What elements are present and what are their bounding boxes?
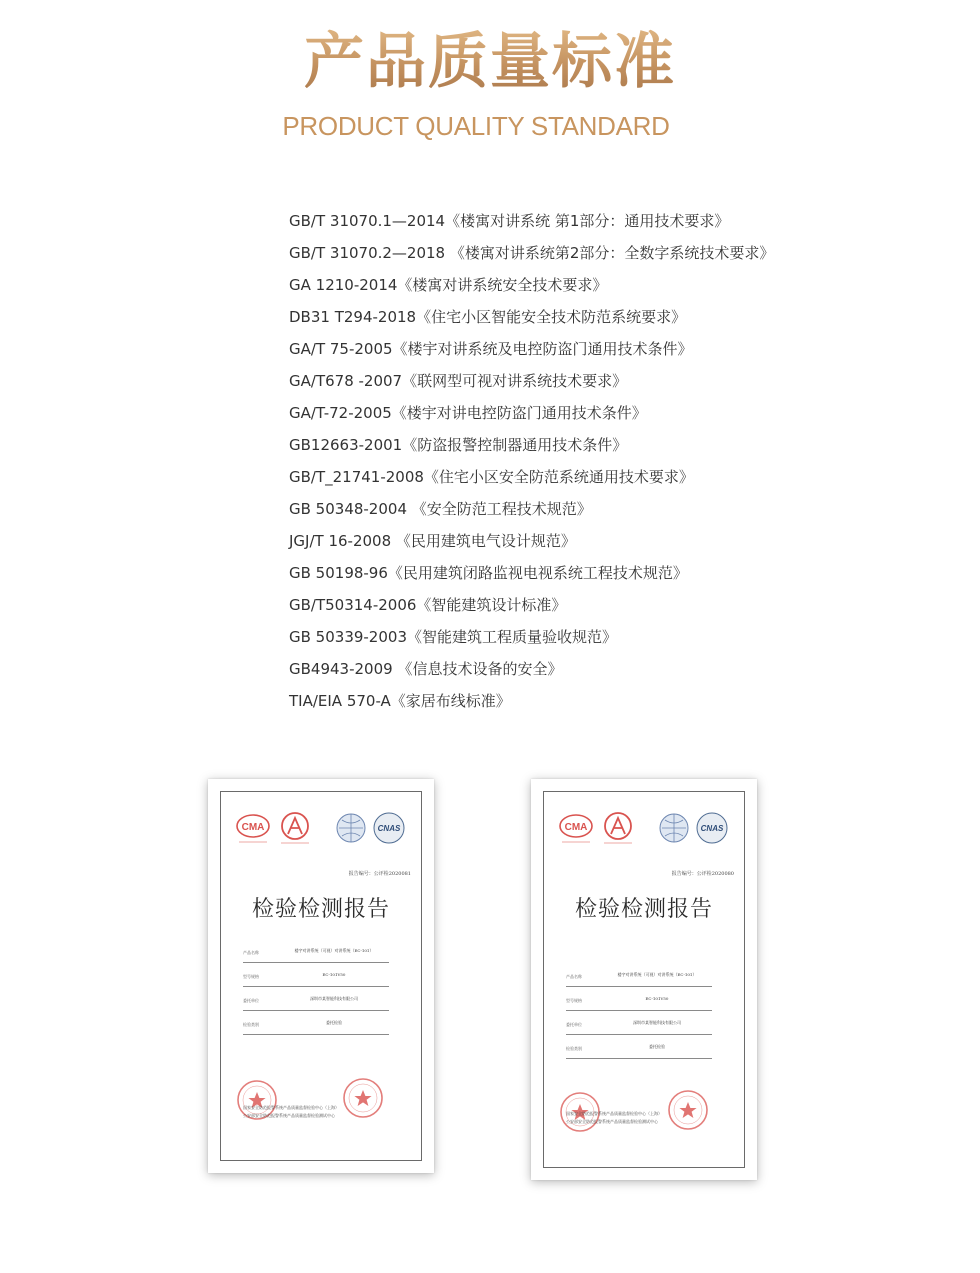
field-value: 深圳市某智能科技有限公司 [310, 996, 358, 1001]
field-label: 型号规格 [566, 998, 582, 1003]
issuer-line: 公安部安全防范报警系统产品质量监督检验测试中心 [566, 1119, 658, 1124]
page-title-en: PRODUCT QUALITY STANDARD [282, 111, 670, 141]
certificate-image-1 [208, 779, 434, 1173]
field-label: 委托单位 [243, 998, 259, 1003]
cma-logo-text: CMA [564, 822, 588, 833]
field-label: 检验类别 [566, 1046, 582, 1051]
standard-item: GA/T-72-2005《楼宇对讲电控防盗门通用技术条件》 [289, 404, 647, 422]
field-value: 楼宇对讲系统（可视）对讲系统（EC-101） [294, 948, 374, 953]
report-number: 报告编号：公评检2020080 [671, 871, 734, 877]
ilac-logo-icon [333, 810, 369, 846]
certificate-image-2 [531, 779, 757, 1180]
standard-item: TIA/EIA 570-A《家居布线标准》 [289, 692, 511, 710]
standard-item: GB/T_21741-2008《住宅小区安全防范系统通用技术要求》 [289, 468, 694, 486]
field-label: 产品名称 [243, 950, 259, 955]
standard-item: GB 50339-2003《智能建筑工程质量验收规范》 [289, 628, 617, 646]
ilac-logo-icon [656, 810, 692, 846]
certificate-frame [543, 791, 745, 1168]
certificate-field [243, 968, 389, 987]
field-label: 产品名称 [566, 974, 582, 979]
standard-item: DB31 T294-2018《住宅小区智能安全技术防范系统要求》 [289, 308, 687, 326]
field-label: 委托单位 [566, 1022, 582, 1027]
field-value: 委托检验 [326, 1020, 342, 1025]
certificate-field [243, 992, 389, 1011]
field-value: 深圳市某智能科技有限公司 [633, 1020, 681, 1025]
standard-item: GB4943-2009 《信息技术设备的安全》 [289, 660, 563, 678]
issuer-line: 国家安全防范报警系统产品质量监督检验中心（上海） [566, 1111, 662, 1116]
issuer-line: 公安部安全防范报警系统产品质量监督检验测试中心 [243, 1113, 335, 1118]
certificate-field [566, 1016, 712, 1035]
issuer-line: 国家安全防范报警系统产品质量监督检验中心（上海） [243, 1105, 339, 1110]
standard-item: GB/T50314-2006《智能建筑设计标准》 [289, 596, 567, 614]
field-value: 委托检验 [649, 1044, 665, 1049]
certificate-field [566, 968, 712, 987]
standard-item: GA/T 75-2005《楼宇对讲系统及电控防盗门通用技术条件》 [289, 340, 693, 358]
cma-logo-text: CMA [241, 822, 265, 833]
field-value: EC-101V50 [322, 972, 346, 977]
certificate-logos [235, 810, 410, 850]
certificate-frame [220, 791, 422, 1161]
cma-logo-icon [235, 810, 271, 846]
standard-item: GB 50198-96《民用建筑闭路监视电视系统工程技术规范》 [289, 564, 688, 582]
field-value: EC-101V50 [645, 996, 669, 1001]
cal-logo-icon [600, 810, 636, 846]
standard-item: GB12663-2001《防盗报警控制器通用技术条件》 [289, 436, 628, 454]
field-value: 楼宇对讲系统（可视）对讲系统（EC-101） [617, 972, 697, 977]
certificate-logos [558, 810, 733, 850]
standard-item: GB/T 31070.1—2014《楼寓对讲系统 第1部分：通用技术要求》 [289, 212, 730, 230]
standard-item: JGJ/T 16-2008 《民用建筑电气设计规范》 [289, 532, 576, 550]
standard-item: GA 1210-2014《楼寓对讲系统安全技术要求》 [289, 276, 608, 294]
field-label: 型号规格 [243, 974, 259, 979]
report-number: 报告编号：公评检2020081 [348, 871, 411, 877]
standard-item: GA/T678 -2007《联网型可视对讲系统技术要求》 [289, 372, 628, 390]
cnas-logo-icon [694, 810, 730, 846]
page-title-cn: 产品质量标准 [0, 24, 980, 100]
cnas-logo-text: CNAS [377, 824, 401, 833]
certificate-field [566, 1040, 712, 1059]
cma-logo-icon [558, 810, 594, 846]
certificate-field [566, 992, 712, 1011]
standard-item: GB/T 31070.2—2018 《楼寓对讲系统第2部分：全数字系统技术要求》 [289, 244, 775, 262]
field-label: 检验类别 [243, 1022, 259, 1027]
cnas-logo-icon [371, 810, 407, 846]
certificate-field [243, 1016, 389, 1035]
certificate-field [243, 944, 389, 963]
standard-item: GB 50348-2004 《安全防范工程技术规范》 [289, 500, 592, 518]
certificate-title: 检验检测报告 [251, 897, 390, 922]
standards-list [289, 205, 774, 717]
certificate-title: 检验检测报告 [574, 897, 713, 922]
cal-logo-icon [277, 810, 313, 846]
cnas-logo-text: CNAS [700, 824, 724, 833]
